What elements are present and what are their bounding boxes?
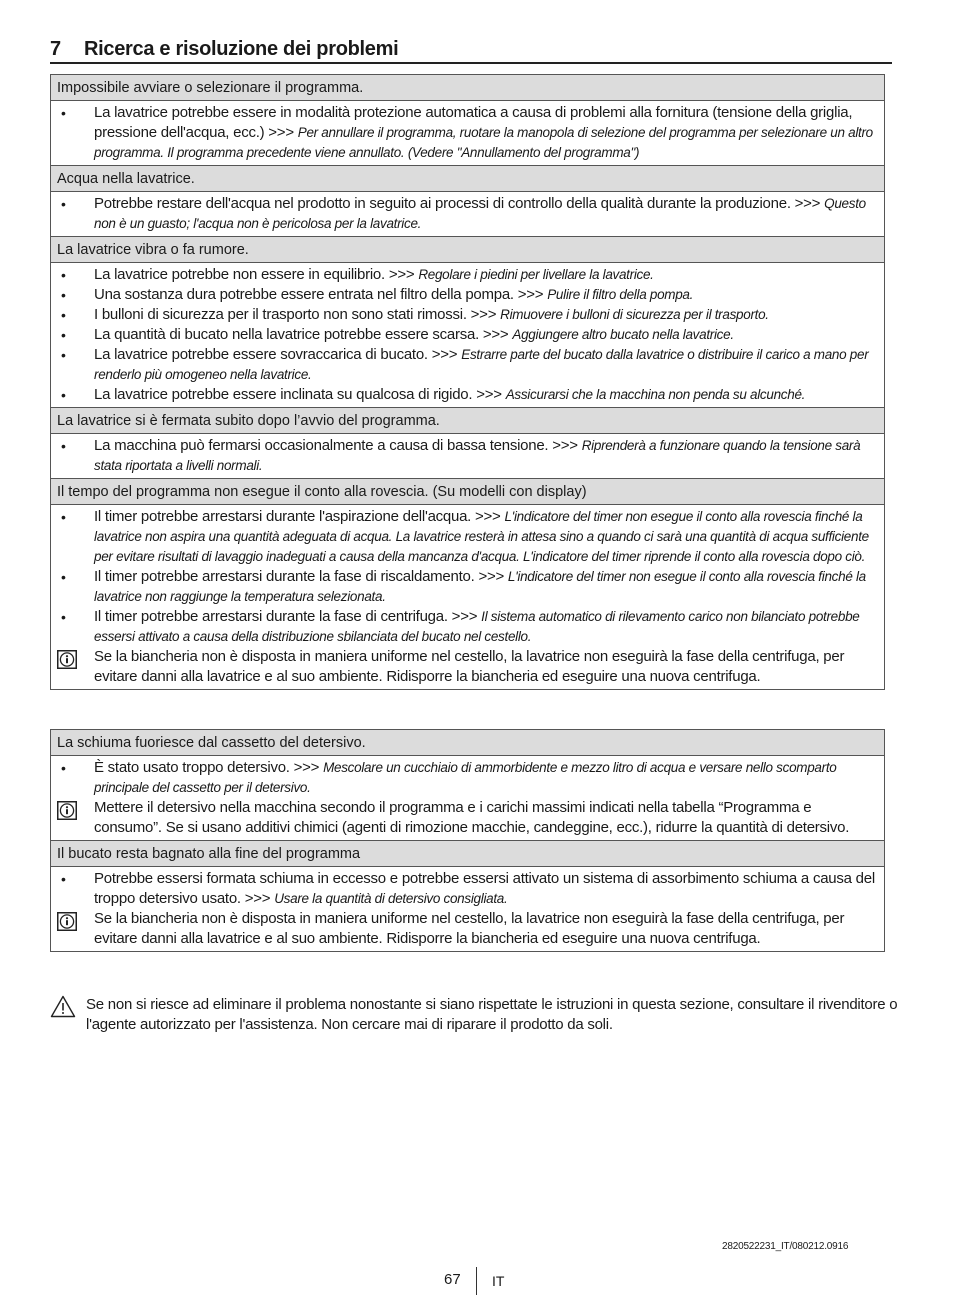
cause-text: La macchina può fermarsi occasionalmente a causa di bassa tensione. >>>: [94, 437, 578, 454]
trouble-section: [51, 75, 884, 166]
problem-heading: La schiuma fuoriesce dal cassetto del detersivo.: [51, 730, 884, 756]
bullet-icon: •: [61, 307, 66, 323]
bullet-icon: •: [61, 609, 66, 625]
bullet-icon: •: [61, 871, 66, 887]
remedy-text: Mescolare un cucchiaio di ammorbidente e mezzo litro di acqua e versare nello scomparto principale del cassetto per il detersivo.: [94, 760, 837, 795]
bullet-item: [57, 285, 878, 305]
bullet-item: [57, 567, 878, 607]
solution-list: [51, 101, 884, 166]
cause-text: Il timer potrebbe arrestarsi durante la fase di riscaldamento. >>>: [94, 568, 504, 585]
bullet-icon: •: [61, 438, 66, 454]
bullet-icon: •: [61, 347, 66, 363]
page-number: 67: [444, 1271, 461, 1288]
bullet-icon: •: [61, 267, 66, 283]
warning-icon: [50, 995, 76, 1024]
info-item: [57, 909, 878, 949]
solution-list: [51, 756, 884, 841]
trouble-section: [51, 841, 884, 952]
cause-text: Potrebbe restare dell'acqua nel prodotto in seguito ai processi di controllo della qualità durante la produzione. >>>: [94, 195, 821, 212]
trouble-section: [51, 730, 884, 841]
remedy-text: L'indicatore del timer non esegue il conto alla rovescia finché la lavatrice non raggiunge la temperatura selezionata.: [94, 569, 866, 604]
remedy-text: Aggiungere altro bucato nella lavatrice.: [512, 327, 734, 342]
info-icon: [57, 912, 77, 937]
page-title: [50, 38, 892, 64]
solution-list: [51, 263, 884, 408]
remedy-text: L'indicatore del timer non esegue il conto alla rovescia finché la lavatrice non aspira una quantità adeguata di acqua. La lavatrice resterà in attesa sino a quando ci sarà una quantità di acqua sufficiente per evitare risultati di lavaggio inadeguati a causa della mancanza d'acqua. L'indicatore del timer riprende il conto alla rovescia dopo ciò.: [94, 509, 869, 564]
bullet-item: [57, 305, 878, 325]
bullet-item: [57, 758, 878, 798]
bullet-icon: •: [61, 327, 66, 343]
bullet-item: [57, 194, 878, 234]
info-item: [57, 647, 878, 687]
cause-text: Il timer potrebbe arrestarsi durante la fase di centrifuga. >>>: [94, 608, 478, 625]
problem-heading: Acqua nella lavatrice.: [51, 166, 884, 192]
remedy-text: Per annullare il programma, ruotare la manopola di selezione del programma per selezionare un altro programma. Il programma precedente viene annullato. (Vedere "Annullamento del programma"): [94, 125, 873, 160]
bullet-icon: •: [61, 387, 66, 403]
solution-list: [51, 434, 884, 479]
bullet-icon: •: [61, 569, 66, 585]
page-separator: [476, 1267, 477, 1295]
info-text: Se la biancheria non è disposta in maniera uniforme nel cestello, la lavatrice non eseguirà la fase della centrifuga, per evitare danni alla lavatrice e al suo ambiente. Ridisporre la biancheria ed eseguire una nuova centrifuga.: [94, 648, 845, 685]
info-item: [57, 798, 878, 838]
remedy-text: Questo non è un guasto; l'acqua non è pericolosa per la lavatrice.: [94, 196, 866, 231]
cause-text: La lavatrice potrebbe essere in modalità protezione automatica a causa di problemi alla fornitura (tensione della griglia, pressione dell'acqua, ecc.) >>>: [94, 104, 853, 141]
solution-list: [51, 192, 884, 237]
bullet-icon: •: [61, 509, 66, 525]
bullet-item: [57, 385, 878, 405]
problem-heading: La lavatrice vibra o fa rumore.: [51, 237, 884, 263]
chapter-number: 7: [50, 38, 61, 60]
bullet-item: [57, 507, 878, 567]
trouble-section: [51, 408, 884, 479]
info-icon: [57, 650, 77, 675]
bullet-item: [57, 345, 878, 385]
page-language: IT: [492, 1273, 505, 1289]
cause-text: La lavatrice potrebbe essere sovraccarica di bucato. >>>: [94, 346, 458, 363]
solution-list: [51, 867, 884, 952]
document-code: 2820522231_IT/080212.0916: [722, 1241, 849, 1252]
cause-text: Il timer potrebbe arrestarsi durante l'aspirazione dell'acqua. >>>: [94, 508, 501, 525]
remedy-text: Usare la quantità di detersivo consigliata.: [274, 891, 508, 906]
problem-heading: Impossibile avviare o selezionare il programma.: [51, 75, 884, 101]
trouble-section: [51, 237, 884, 408]
bullet-icon: •: [61, 196, 66, 212]
problem-heading: Il bucato resta bagnato alla fine del programma: [51, 841, 884, 867]
bullet-item: [57, 265, 878, 285]
problem-heading: Il tempo del programma non esegue il conto alla rovescia. (Su modelli con display): [51, 479, 884, 505]
solution-list: [51, 505, 884, 690]
cause-text: Una sostanza dura potrebbe essere entrata nel filtro della pompa. >>>: [94, 286, 544, 303]
bullet-item: [57, 103, 878, 163]
chapter-title: Ricerca e risoluzione dei problemi: [84, 38, 399, 60]
bullet-item: [57, 436, 878, 476]
bullet-item: [57, 869, 878, 909]
problem-heading: La lavatrice si è fermata subito dopo l’avvio del programma.: [51, 408, 884, 434]
bullet-icon: •: [61, 105, 66, 121]
cause-text: La lavatrice potrebbe non essere in equilibrio. >>>: [94, 266, 415, 283]
info-text: Se la biancheria non è disposta in maniera uniforme nel cestello, la lavatrice non eseguirà la fase della centrifuga, per evitare danni alla lavatrice e al suo ambiente. Ridisporre la biancheria ed eseguire una nuova centrifuga.: [94, 910, 845, 947]
remedy-text: Il sistema automatico di rilevamento carico non bilanciato potrebbe essersi attivato a causa della distribuzione sbilanciata del bucato nel cestello.: [94, 609, 860, 644]
bullet-icon: •: [61, 287, 66, 303]
info-icon: [57, 801, 77, 826]
warning-note: [50, 995, 906, 1035]
trouble-section: [51, 479, 884, 690]
remedy-text: Estrarre parte del bucato dalla lavatrice o distribuire il carico a mano per renderlo più omogeneo nella lavatrice.: [94, 347, 869, 382]
bullet-item: [57, 325, 878, 345]
remedy-text: Regolare i piedini per livellare la lavatrice.: [418, 267, 654, 282]
troubleshooting-table-1: [50, 74, 885, 690]
remedy-text: Rimuovere i bulloni di sicurezza per il trasporto.: [500, 307, 769, 322]
warning-text: Se non si riesce ad eliminare il problema nonostante si siano rispettate le istruzioni in questa sezione, consultare il rivenditore o l'agente autorizzato per l'assistenza. Non cercare mai di riparare il prodotto da soli.: [86, 996, 898, 1033]
troubleshooting-table-2: [50, 729, 885, 952]
info-text: Mettere il detersivo nella macchina secondo il programma e i carichi massimi indicati nella tabella “Programma e consumo”. Se si usano additivi chimici (agenti di rimozione macchie, candeggine, ecc.), ridurre la quantità di detersivo.: [94, 799, 850, 836]
cause-text: La quantità di bucato nella lavatrice potrebbe essere scarsa. >>>: [94, 326, 509, 343]
cause-text: È stato usato troppo detersivo. >>>: [94, 759, 320, 776]
bullet-item: [57, 607, 878, 647]
trouble-section: [51, 166, 884, 237]
cause-text: La lavatrice potrebbe essere inclinata su qualcosa di rigido. >>>: [94, 386, 502, 403]
remedy-text: Riprenderà a funzionare quando la tensione sarà stata riportata a livelli normali.: [94, 438, 861, 473]
bullet-icon: •: [61, 760, 66, 776]
remedy-text: Pulire il filtro della pompa.: [547, 287, 694, 302]
cause-text: Potrebbe essersi formata schiuma in eccesso e potrebbe essersi attivato un sistema di assorbimento schiuma a causa del troppo detersivo usato. >>>: [94, 870, 875, 907]
cause-text: I bulloni di sicurezza per il trasporto non sono stati rimossi. >>>: [94, 306, 497, 323]
remedy-text: Assicurarsi che la macchina non penda su alcunché.: [505, 387, 806, 402]
